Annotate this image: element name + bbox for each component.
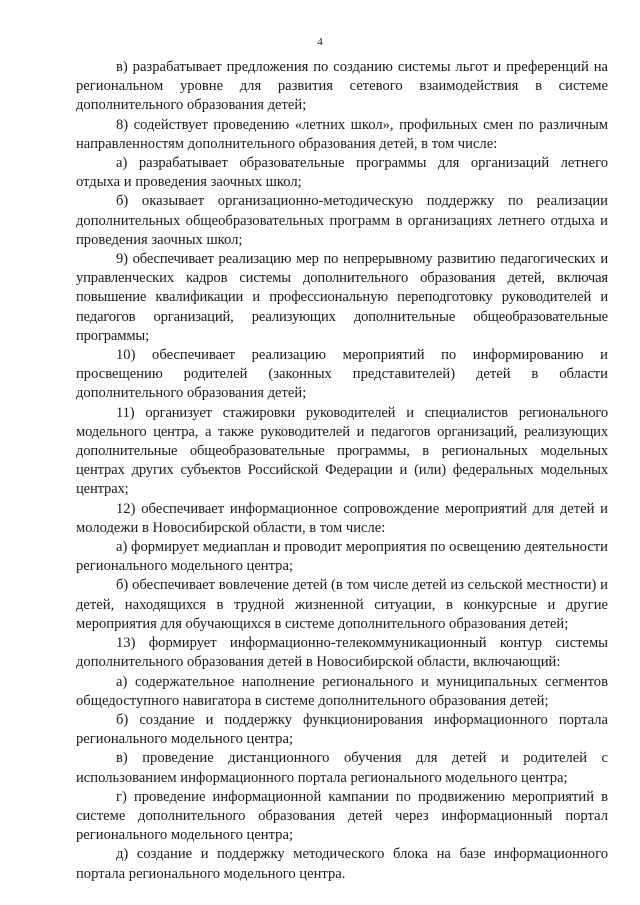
paragraph-13a-navigator: а) содержательное наполнение регионального и муниципальных сегментов общедоступного навигатора в системе дополнительного образования детей; bbox=[76, 673, 608, 709]
paragraph-13b-portal: б) создание и поддержку функционирования информационного портала регионального модельного центра; bbox=[76, 711, 608, 748]
paragraph-8a-programs: а) разрабатывает образовательные программы для организаций летнего отдыха и проведения заочных школ; bbox=[76, 155, 608, 191]
paragraph-13g-campaign: г) проведение информационной кампании по продвижению мероприятий в системе дополнительного образования детей через информационный портал регионального модельного центра; bbox=[76, 788, 608, 844]
paragraph-12-information: 12) обеспечивает информационное сопровождение мероприятий для детей и молодежи в Новосибирской области, в том числе: bbox=[76, 500, 608, 536]
paragraph-13-ict-contour: 13) формирует информационно-телекоммуникационный контур системы дополнительного образования детей в Новосибирской области, включающий: bbox=[76, 635, 608, 671]
document-body bbox=[76, 58, 608, 884]
paragraph-9-staff-development: 9) обеспечивает реализацию мер по непрерывному развитию педагогических и управленческих кадров системы дополнительного образования детей, включая повышение квалификации и профессиональную переподготовку руководителей и педагогов организаций, реализующих дополнительные общеобразовательные программы; bbox=[76, 251, 608, 344]
page-number: 4 bbox=[317, 36, 323, 48]
paragraph-10-parents: 10) обеспечивает реализацию мероприятий по информированию и просвещению родителей (законных представителей) детей в области дополнительного образования детей; bbox=[76, 347, 608, 402]
paragraph-12b-involvement: б) обеспечивает вовлечение детей (в том числе детей из сельской местности) и детей, находящихся в трудной жизненной ситуации, в конкурсные и другие мероприятия для обучающихся в системе дополнительного образования детей; bbox=[76, 577, 608, 632]
paragraph-13d-methodical-block: д) создание и поддержку методического блока на базе информационного портала регионального модельного центра. bbox=[76, 846, 608, 882]
paragraph-v-privileges: в) разрабатывает предложения по созданию системы льгот и преференций на региональном уровне для развития сетевого взаимодействия в системе дополнительного образования детей; bbox=[76, 59, 608, 114]
paragraph-11-internships: 11) организует стажировки руководителей и специалистов регионального модельного центра, а также руководителей и педагогов организаций, реализующих дополнительные общеобразовательные программы, в региональных модельных центрах других субъектов Российской Федерации и (или) федеральных модельных центрах; bbox=[76, 404, 608, 498]
paragraph-13v-distance-learning: в) проведение дистанционного обучения для детей и родителей с использованием информационного портала регионального модельного центра; bbox=[76, 750, 608, 786]
paragraph-8-summer-schools: 8) содействует проведению «летних школ», профильных смен по различным направленностям дополнительного образования детей, в том числе: bbox=[76, 116, 608, 152]
paragraph-8b-support: б) оказывает организационно-методическую поддержку по реализации дополнительных общеобразовательных программ в организациях летнего отдыха и проведения заочных школ; bbox=[76, 193, 608, 248]
paragraph-12a-mediaplan: а) формирует медиаплан и проводит мероприятия по освещению деятельности регионального модельного центра; bbox=[76, 539, 608, 575]
